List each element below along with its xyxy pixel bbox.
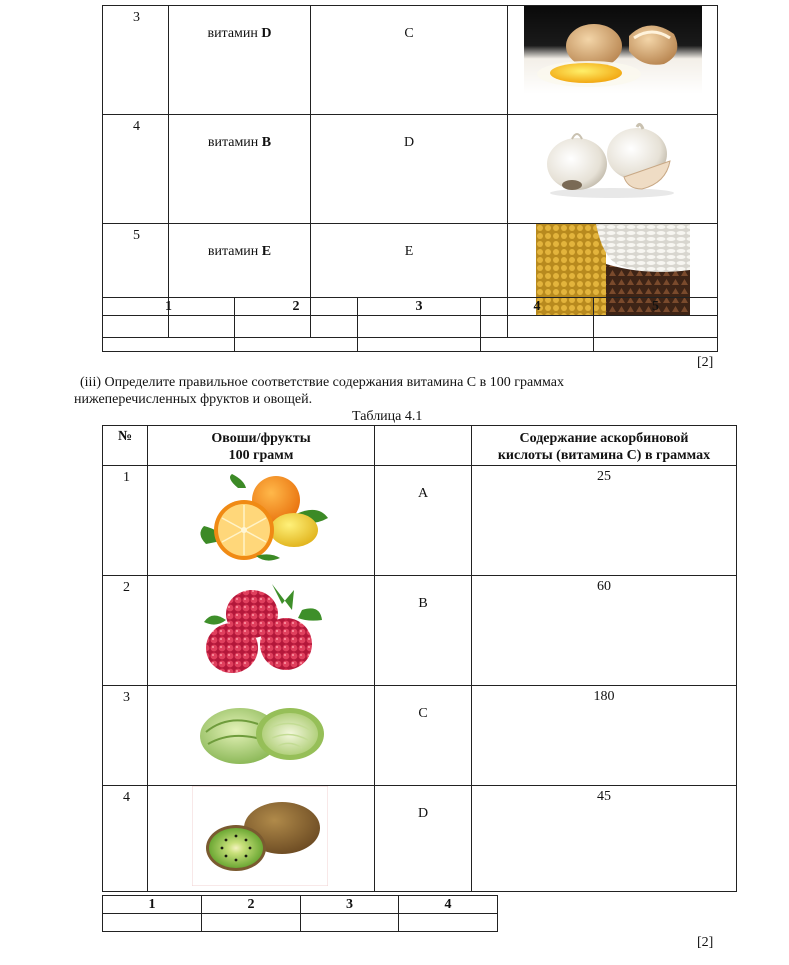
row-number: 2: [103, 576, 148, 686]
match-letter: [375, 466, 472, 576]
answer-header-cell: 1: [103, 896, 202, 914]
match-letter-text: B: [418, 596, 428, 611]
fruit-row: [103, 686, 737, 786]
match-letter-text: D: [417, 806, 429, 821]
answer-header-cell: 3: [358, 298, 481, 316]
header-num: №: [103, 426, 148, 466]
header-food-line: 100 грамм: [228, 447, 294, 463]
vitamin-name: [169, 115, 311, 224]
row-number: 3: [103, 6, 169, 115]
raspberry-icon: [202, 580, 326, 676]
row-number: 4: [103, 115, 169, 224]
answer-grid-1: [102, 297, 718, 352]
vitamin-table: [102, 5, 718, 338]
answer-grid-blank-row: [103, 316, 718, 352]
egg-yolk-icon: [524, 6, 702, 94]
answer-cell[interactable]: [594, 316, 718, 352]
answer-header-cell: 4: [399, 896, 498, 914]
table-caption: Таблица 4.1: [352, 409, 423, 424]
garlic-icon: [542, 119, 682, 199]
header-food: [148, 426, 375, 466]
answer-header-cell: 2: [202, 896, 301, 914]
answer-cell[interactable]: [103, 914, 202, 932]
vitamin-row: [103, 115, 718, 224]
answer-grid-header: [103, 298, 718, 316]
header-food-line: Овоши/фрукты: [211, 430, 311, 446]
match-letter: [375, 686, 472, 786]
header-amount-line: Содержание аскорбиновой: [519, 430, 689, 446]
vitamin-letter: E: [261, 244, 272, 259]
score-mark: [2]: [697, 935, 714, 950]
row-number: 1: [103, 466, 148, 576]
vitamin-c-amount: 180: [472, 686, 737, 786]
cabbage-icon: [198, 704, 328, 766]
vitamin-c-amount: 60: [472, 576, 737, 686]
question-text: [74, 374, 714, 408]
vitamin-c-amount: 45: [472, 786, 737, 892]
cabbage-image: [148, 686, 375, 786]
answer-header-cell: 4: [481, 298, 594, 316]
row-number: 5: [103, 224, 169, 338]
question-line: нижеперечисленных фруктов и овощей.: [74, 392, 313, 407]
answer-cell[interactable]: [481, 316, 594, 352]
answer-cell[interactable]: [399, 914, 498, 932]
fruit-table: [102, 425, 737, 892]
vitamin-letter: D: [261, 26, 272, 41]
vitamin-prefix: витамин: [207, 244, 259, 259]
fruit-row: [103, 576, 737, 686]
kiwi-image: [148, 786, 375, 892]
raspberries-image: [148, 576, 375, 686]
answer-cell[interactable]: [358, 316, 481, 352]
match-letter: D: [311, 115, 508, 224]
match-letter-text: A: [417, 486, 429, 501]
question-line: (iii) Определите правильное соответствие содержания витамина С в 100 граммах: [80, 375, 565, 390]
orange-lemon-icon: [196, 474, 330, 564]
answer-header-cell: 1: [103, 298, 235, 316]
vitamin-name: [169, 6, 311, 115]
answer-header-cell: 5: [594, 298, 718, 316]
row-number: 3: [103, 686, 148, 786]
match-letter: [375, 786, 472, 892]
garlic-image: [508, 115, 718, 224]
kiwi-icon: [192, 786, 328, 886]
answer-grid-header: [103, 896, 498, 914]
answer-cell[interactable]: [202, 914, 301, 932]
match-letter: C: [311, 6, 508, 115]
orange-lemon-image: [148, 466, 375, 576]
vitamin-letter: B: [261, 135, 272, 150]
answer-cell[interactable]: [103, 316, 235, 352]
answer-header-cell: 3: [301, 896, 399, 914]
header-letter: [375, 426, 472, 466]
header-amount: [472, 426, 737, 466]
answer-grid-blank-row: [103, 914, 498, 932]
match-letter-text: C: [418, 706, 428, 721]
fruit-table-header: [103, 426, 737, 466]
match-letter: E: [311, 224, 508, 338]
row-number: 4: [103, 786, 148, 892]
answer-cell[interactable]: [301, 914, 399, 932]
score-mark: [2]: [697, 355, 714, 370]
answer-grid-2: [102, 895, 498, 932]
header-amount-line: кислоты (витамина С) в граммах: [497, 447, 711, 463]
egg-yolk-image: [508, 6, 718, 115]
answer-header-cell: 2: [235, 298, 358, 316]
vitamin-prefix: витамин: [207, 135, 259, 150]
answer-cell[interactable]: [235, 316, 358, 352]
vitamin-c-amount: 25: [472, 466, 737, 576]
vitamin-prefix: витамин: [207, 26, 258, 41]
match-letter: [375, 576, 472, 686]
fruit-row: [103, 786, 737, 892]
vitamin-row: [103, 6, 718, 115]
fruit-row: [103, 466, 737, 576]
